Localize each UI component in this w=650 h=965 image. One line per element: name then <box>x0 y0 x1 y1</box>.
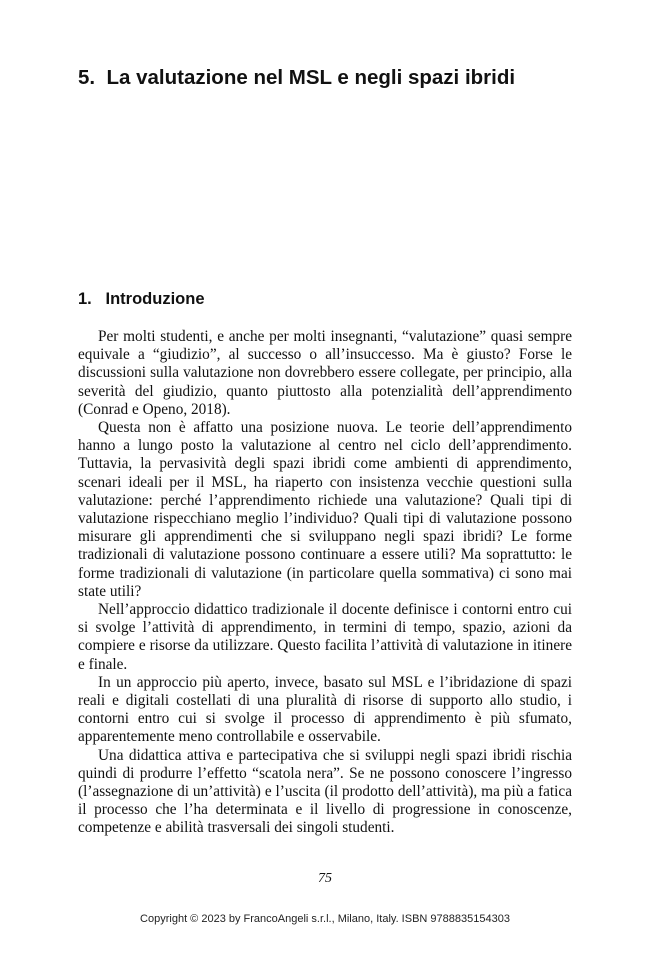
paragraph: Una didattica attiva e partecipativa che si sviluppi negli spazi ibridi rischia quindi di produrre l’effetto “scatola nera”. Se ne possono conoscere l’ingresso (l’assegnazione di un’attività) e l’uscita (il prodotto dell’attività), ma più a fatica il processo che l’ha determinata e il livello di progressione in conoscenze, competenze e abilità trasversali dei singoli studenti. <box>78 746 572 837</box>
body-text <box>78 328 572 838</box>
copyright-notice: Copyright © 2023 by FrancoAngeli s.r.l., Milano, Italy. ISBN 9788835154303 <box>140 913 510 925</box>
paragraph: Questa non è affatto una posizione nuova. Le teorie dell’apprendimento hanno a lungo posto la valutazione al centro nel ciclo dell’apprendimento. Tuttavia, la pervasività degli spazi ibridi come ambienti di apprendimento, scenari ideali per il MSL, ha riaperto con insistenza vecchie questioni sulla valutazione: perché l’apprendimento richiede una valutazione? Quali tipi di valutazione rispecchiano meglio l’individuo? Quali tipi di valutazione possono misurare gli apprendimenti che si sviluppano negli spazi ibridi? Le forme tradizionali di valutazione possono continuare a essere utili? Ma soprattutto: le forme tradizionali di valutazione (in particolare quella sommativa) ci sono mai state utili? <box>78 419 572 600</box>
paragraph: In un approccio più aperto, invece, basato sul MSL e l’ibridazione di spazi reali e digitali costellati di una pluralità di risorse di supporto allo studio, i contorni entro cui si svolge il processo di apprendimento è più sfumato, apparentemente meno controllabile e osservabile. <box>78 673 572 746</box>
chapter-title: 5. La valutazione nel MSL e negli spazi ibridi <box>78 66 516 89</box>
page-number: 75 <box>318 871 332 886</box>
paragraph: Per molti studenti, e anche per molti insegnanti, “valutazione” quasi sempre equivale a “giudizio”, al successo o all’insuccesso. Ma è giusto? Forse le discussioni sulla valutazione non dovrebbero essere collegate, per principio, alla severità del giudizio, quanto piuttosto alla potenzialità dell’apprendimento (Conrad e Openo, 2018). <box>78 328 572 418</box>
paragraph: Nell’approccio didattico tradizionale il docente definisce i contorni entro cui si svolge l’attività di apprendimento, in termini di tempo, spazio, azioni da compiere e risorse da utilizzare. Questo facilita l’attività di valutazione in itinere e finale. <box>78 601 572 673</box>
section-title: 1. Introduzione <box>78 290 205 308</box>
